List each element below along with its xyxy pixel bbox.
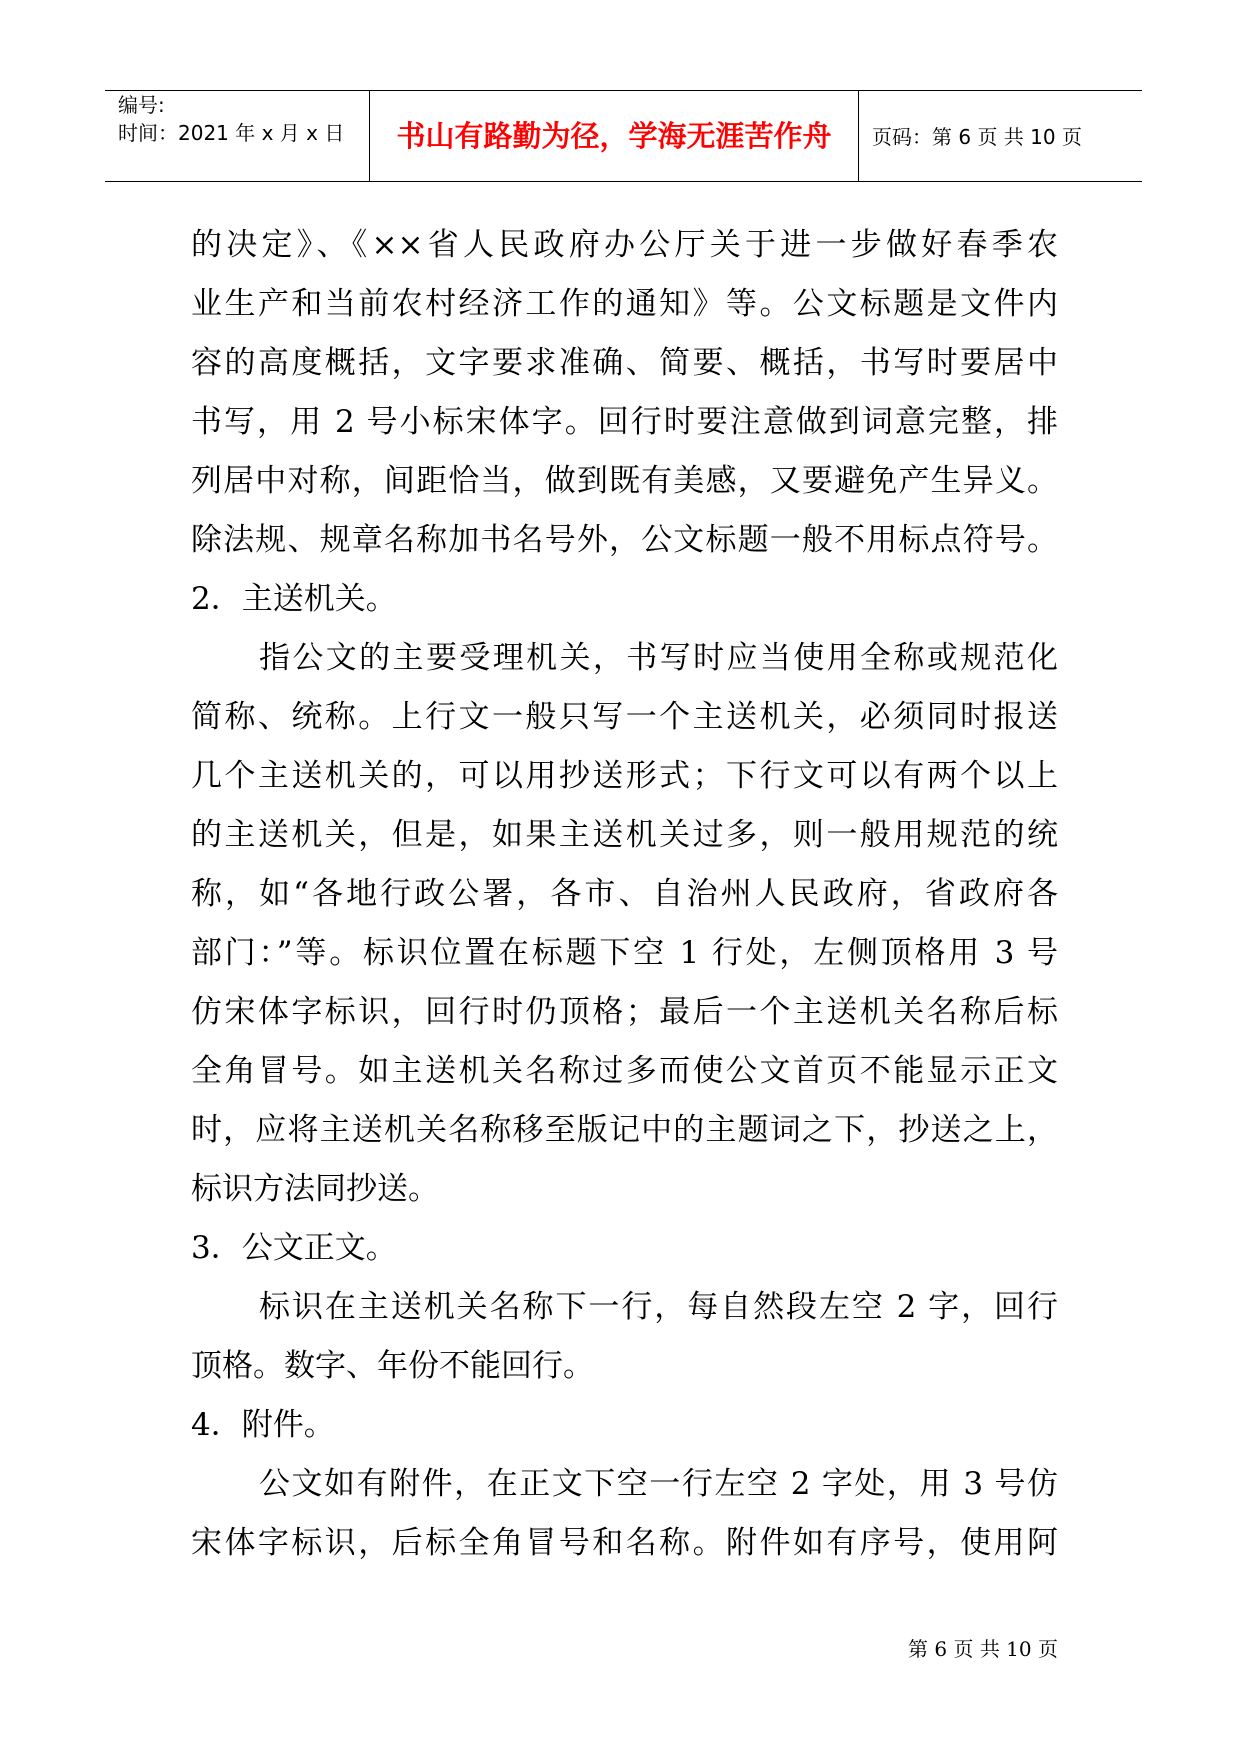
- body-line: 的主送机关，但是，如果主送机关过多，则一般用规范的统: [191, 817, 1058, 853]
- body-line: 宋体字标识，后标全角冒号和名称。附件如有序号，使用阿: [191, 1525, 1058, 1561]
- body-line: 几个主送机关的，可以用抄送形式；下行文可以有两个以上: [191, 758, 1058, 794]
- footer-page-number: 第 6 页 共 10 页: [908, 1637, 1058, 1661]
- paragraph: [191, 629, 1058, 1219]
- section-heading-attachment: 4．附件。: [191, 1407, 335, 1443]
- body-line: 列居中对称，间距恰当，做到既有美感，又要避免产生异义。: [191, 463, 1058, 499]
- paragraph: [191, 216, 1058, 570]
- body-line: 除法规、规章名称加书名号外，公文标题一般不用标点符号。: [191, 522, 1058, 558]
- body-line: 指公文的主要受理机关，书写时应当使用全称或规范化: [259, 640, 1058, 676]
- body-line: 简称、统称。上行文一般只写一个主送机关，必须同时报送: [191, 699, 1058, 735]
- body-line: 全角冒号。如主送机关名称过多而使公文首页不能显示正文: [191, 1053, 1058, 1089]
- body-line: 容的高度概括，文字要求准确、简要、概括，书写时要居中: [191, 345, 1058, 381]
- body-line: 仿宋体字标识，回行时仍顶格；最后一个主送机关名称后标: [191, 994, 1058, 1030]
- document-body: [191, 216, 1058, 1573]
- body-line: 公文如有附件，在正文下空一行左空 2 字处，用 3 号仿: [259, 1466, 1058, 1502]
- body-line: 标识方法同抄送。: [191, 1171, 439, 1207]
- body-line: 称，如“各地行政公署，各市、自治州人民政府，省政府各: [191, 876, 1058, 912]
- body-line: 顶格。数字、年份不能回行。: [191, 1348, 594, 1384]
- body-line: 标识在主送机关名称下一行，每自然段左空 2 字，回行: [259, 1289, 1058, 1325]
- body-line: 的决定》、《××省人民政府办公厅关于进一步做好春季农: [191, 227, 1058, 263]
- document-time-label: 时间：2021 年 x 月 x 日: [118, 121, 345, 145]
- document-number-label: 编号:: [118, 93, 165, 117]
- header-page-info: 页码：第 6 页 共 10 页: [872, 125, 1082, 149]
- section-heading-main-text: 3．公文正文。: [191, 1230, 397, 1266]
- header-divider-right: [858, 91, 859, 181]
- body-line: 书写，用 2 号小标宋体字。回行时要注意做到词意完整，排: [191, 404, 1058, 440]
- body-line: 业生产和当前农村经济工作的通知》等。公文标题是文件内: [191, 286, 1058, 322]
- section-heading-recipient: 2．主送机关。: [191, 581, 397, 617]
- header-table: [105, 90, 1142, 182]
- paragraph: [191, 1278, 1058, 1396]
- paragraph: [191, 1455, 1058, 1573]
- body-line: 时，应将主送机关名称移至版记中的主题词之下，抄送之上，: [191, 1112, 1058, 1148]
- body-line: 部门：”等。标识位置在标题下空 1 行处，左侧顶格用 3 号: [191, 935, 1058, 971]
- header-motto: 书山有路勤为径，学海无涯苦作舟: [396, 119, 832, 153]
